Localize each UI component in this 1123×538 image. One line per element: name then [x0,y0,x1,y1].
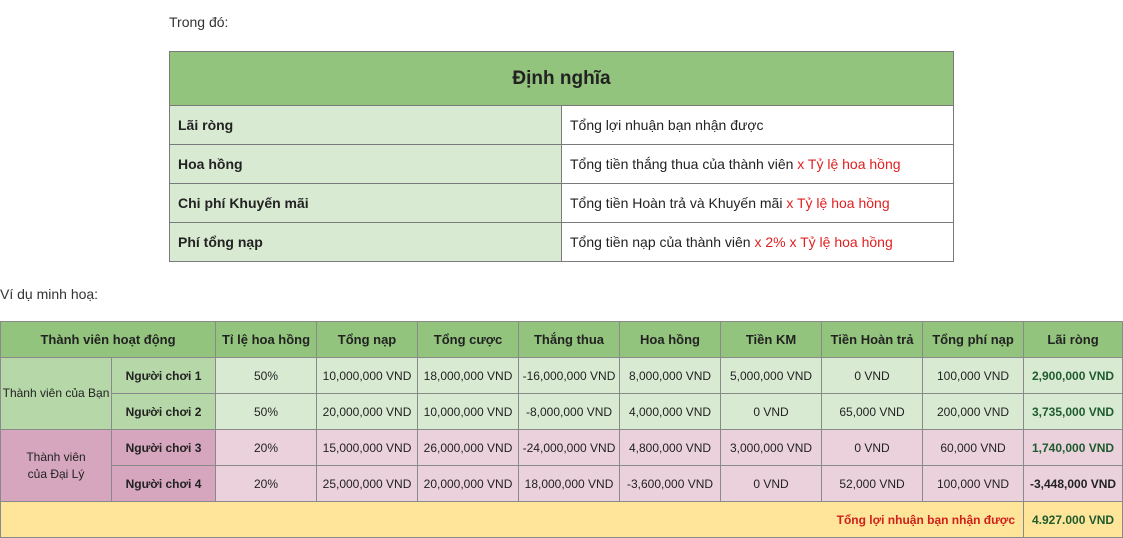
col-header-fee: Tổng phí nạp [923,322,1024,358]
col-header-promo: Tiền KM [721,322,822,358]
table-row [1,430,1123,466]
definition-formula: x Tỷ lệ hoa hồng [797,156,901,172]
commission-cell: -3,600,000 VND [620,466,721,502]
definition-desc [562,223,954,262]
definition-desc [562,145,954,184]
table-row [1,358,1123,394]
total-value: 4.927.000 VND [1024,502,1123,538]
net-cell: -3,448,000 VND [1024,466,1123,502]
player-name: Người chơi 2 [112,394,216,430]
rate-cell: 20% [216,466,317,502]
definition-term: Hoa hồng [170,145,562,184]
definition-row [170,145,954,184]
definition-header-row [170,52,954,106]
commission-cell: 4,800,000 VND [620,430,721,466]
definition-desc-text: Tổng tiền nạp của thành viên [570,234,755,250]
definition-formula: x 2% x Tỷ lệ hoa hồng [754,234,893,250]
example-header-row [1,322,1123,358]
net-cell: 3,735,000 VND [1024,394,1123,430]
commission-cell: 8,000,000 VND [620,358,721,394]
fee-cell: 100,000 VND [923,358,1024,394]
definition-table [169,51,954,262]
fee-cell: 60,000 VND [923,430,1024,466]
net-cell: 2,900,000 VND [1024,358,1123,394]
definition-row [170,223,954,262]
refund-cell: 65,000 VND [822,394,923,430]
table-row [1,466,1123,502]
definition-row [170,106,954,145]
col-header-commission: Hoa hồng [620,322,721,358]
col-header-winloss: Thắng thua [519,322,620,358]
fee-cell: 100,000 VND [923,466,1024,502]
deposit-cell: 15,000,000 VND [317,430,418,466]
col-header-bet: Tổng cược [418,322,519,358]
promo-cell: 3,000,000 VND [721,430,822,466]
commission-cell: 4,000,000 VND [620,394,721,430]
promo-cell: 0 VND [721,394,822,430]
bet-cell: 20,000,000 VND [418,466,519,502]
definition-formula: x Tỷ lệ hoa hồng [786,195,890,211]
bet-cell: 26,000,000 VND [418,430,519,466]
winloss-cell: -24,000,000 VND [519,430,620,466]
definition-desc-text: Tổng tiền Hoàn trả và Khuyến mãi [570,195,787,211]
example-label: Ví dụ minh hoạ: [0,286,99,302]
player-name: Người chơi 4 [112,466,216,502]
total-row [1,502,1123,538]
definition-desc [562,106,954,145]
refund-cell: 0 VND [822,358,923,394]
bet-cell: 10,000,000 VND [418,394,519,430]
deposit-cell: 25,000,000 VND [317,466,418,502]
col-header-refund: Tiền Hoàn trả [822,322,923,358]
player-name: Người chơi 1 [112,358,216,394]
definition-term: Lãi ròng [170,106,562,145]
definition-term: Phí tổng nạp [170,223,562,262]
deposit-cell: 10,000,000 VND [317,358,418,394]
group-your-members: Thành viên của Bạn [1,358,112,430]
definition-term: Chi phí Khuyến mãi [170,184,562,223]
refund-cell: 52,000 VND [822,466,923,502]
promo-cell: 0 VND [721,466,822,502]
total-label: Tổng lợi nhuận bạn nhận được [1,502,1024,538]
rate-cell: 50% [216,394,317,430]
rate-cell: 50% [216,358,317,394]
table-row [1,394,1123,430]
col-header-deposit: Tổng nạp [317,322,418,358]
col-header-members: Thành viên hoạt động [1,322,216,358]
fee-cell: 200,000 VND [923,394,1024,430]
winloss-cell: 18,000,000 VND [519,466,620,502]
refund-cell: 0 VND [822,430,923,466]
definition-desc-text: Tổng tiền thắng thua của thành viên [570,156,798,172]
col-header-net: Lãi ròng [1024,322,1123,358]
deposit-cell: 20,000,000 VND [317,394,418,430]
rate-cell: 20% [216,430,317,466]
player-name: Người chơi 3 [112,430,216,466]
definition-desc [562,184,954,223]
net-cell: 1,740,000 VND [1024,430,1123,466]
group-agent-members [1,430,112,502]
group-agent-text: Thành viên của Đại Lý [26,449,86,481]
winloss-cell: -16,000,000 VND [519,358,620,394]
definition-row [170,184,954,223]
intro-label: Trong đó: [169,14,229,30]
example-table [0,321,1123,538]
promo-cell: 5,000,000 VND [721,358,822,394]
col-header-rate: Tỉ lệ hoa hồng [216,322,317,358]
winloss-cell: -8,000,000 VND [519,394,620,430]
bet-cell: 18,000,000 VND [418,358,519,394]
definition-title: Định nghĩa [170,52,954,106]
definition-desc-text: Tổng lợi nhuận bạn nhận được [570,117,764,133]
